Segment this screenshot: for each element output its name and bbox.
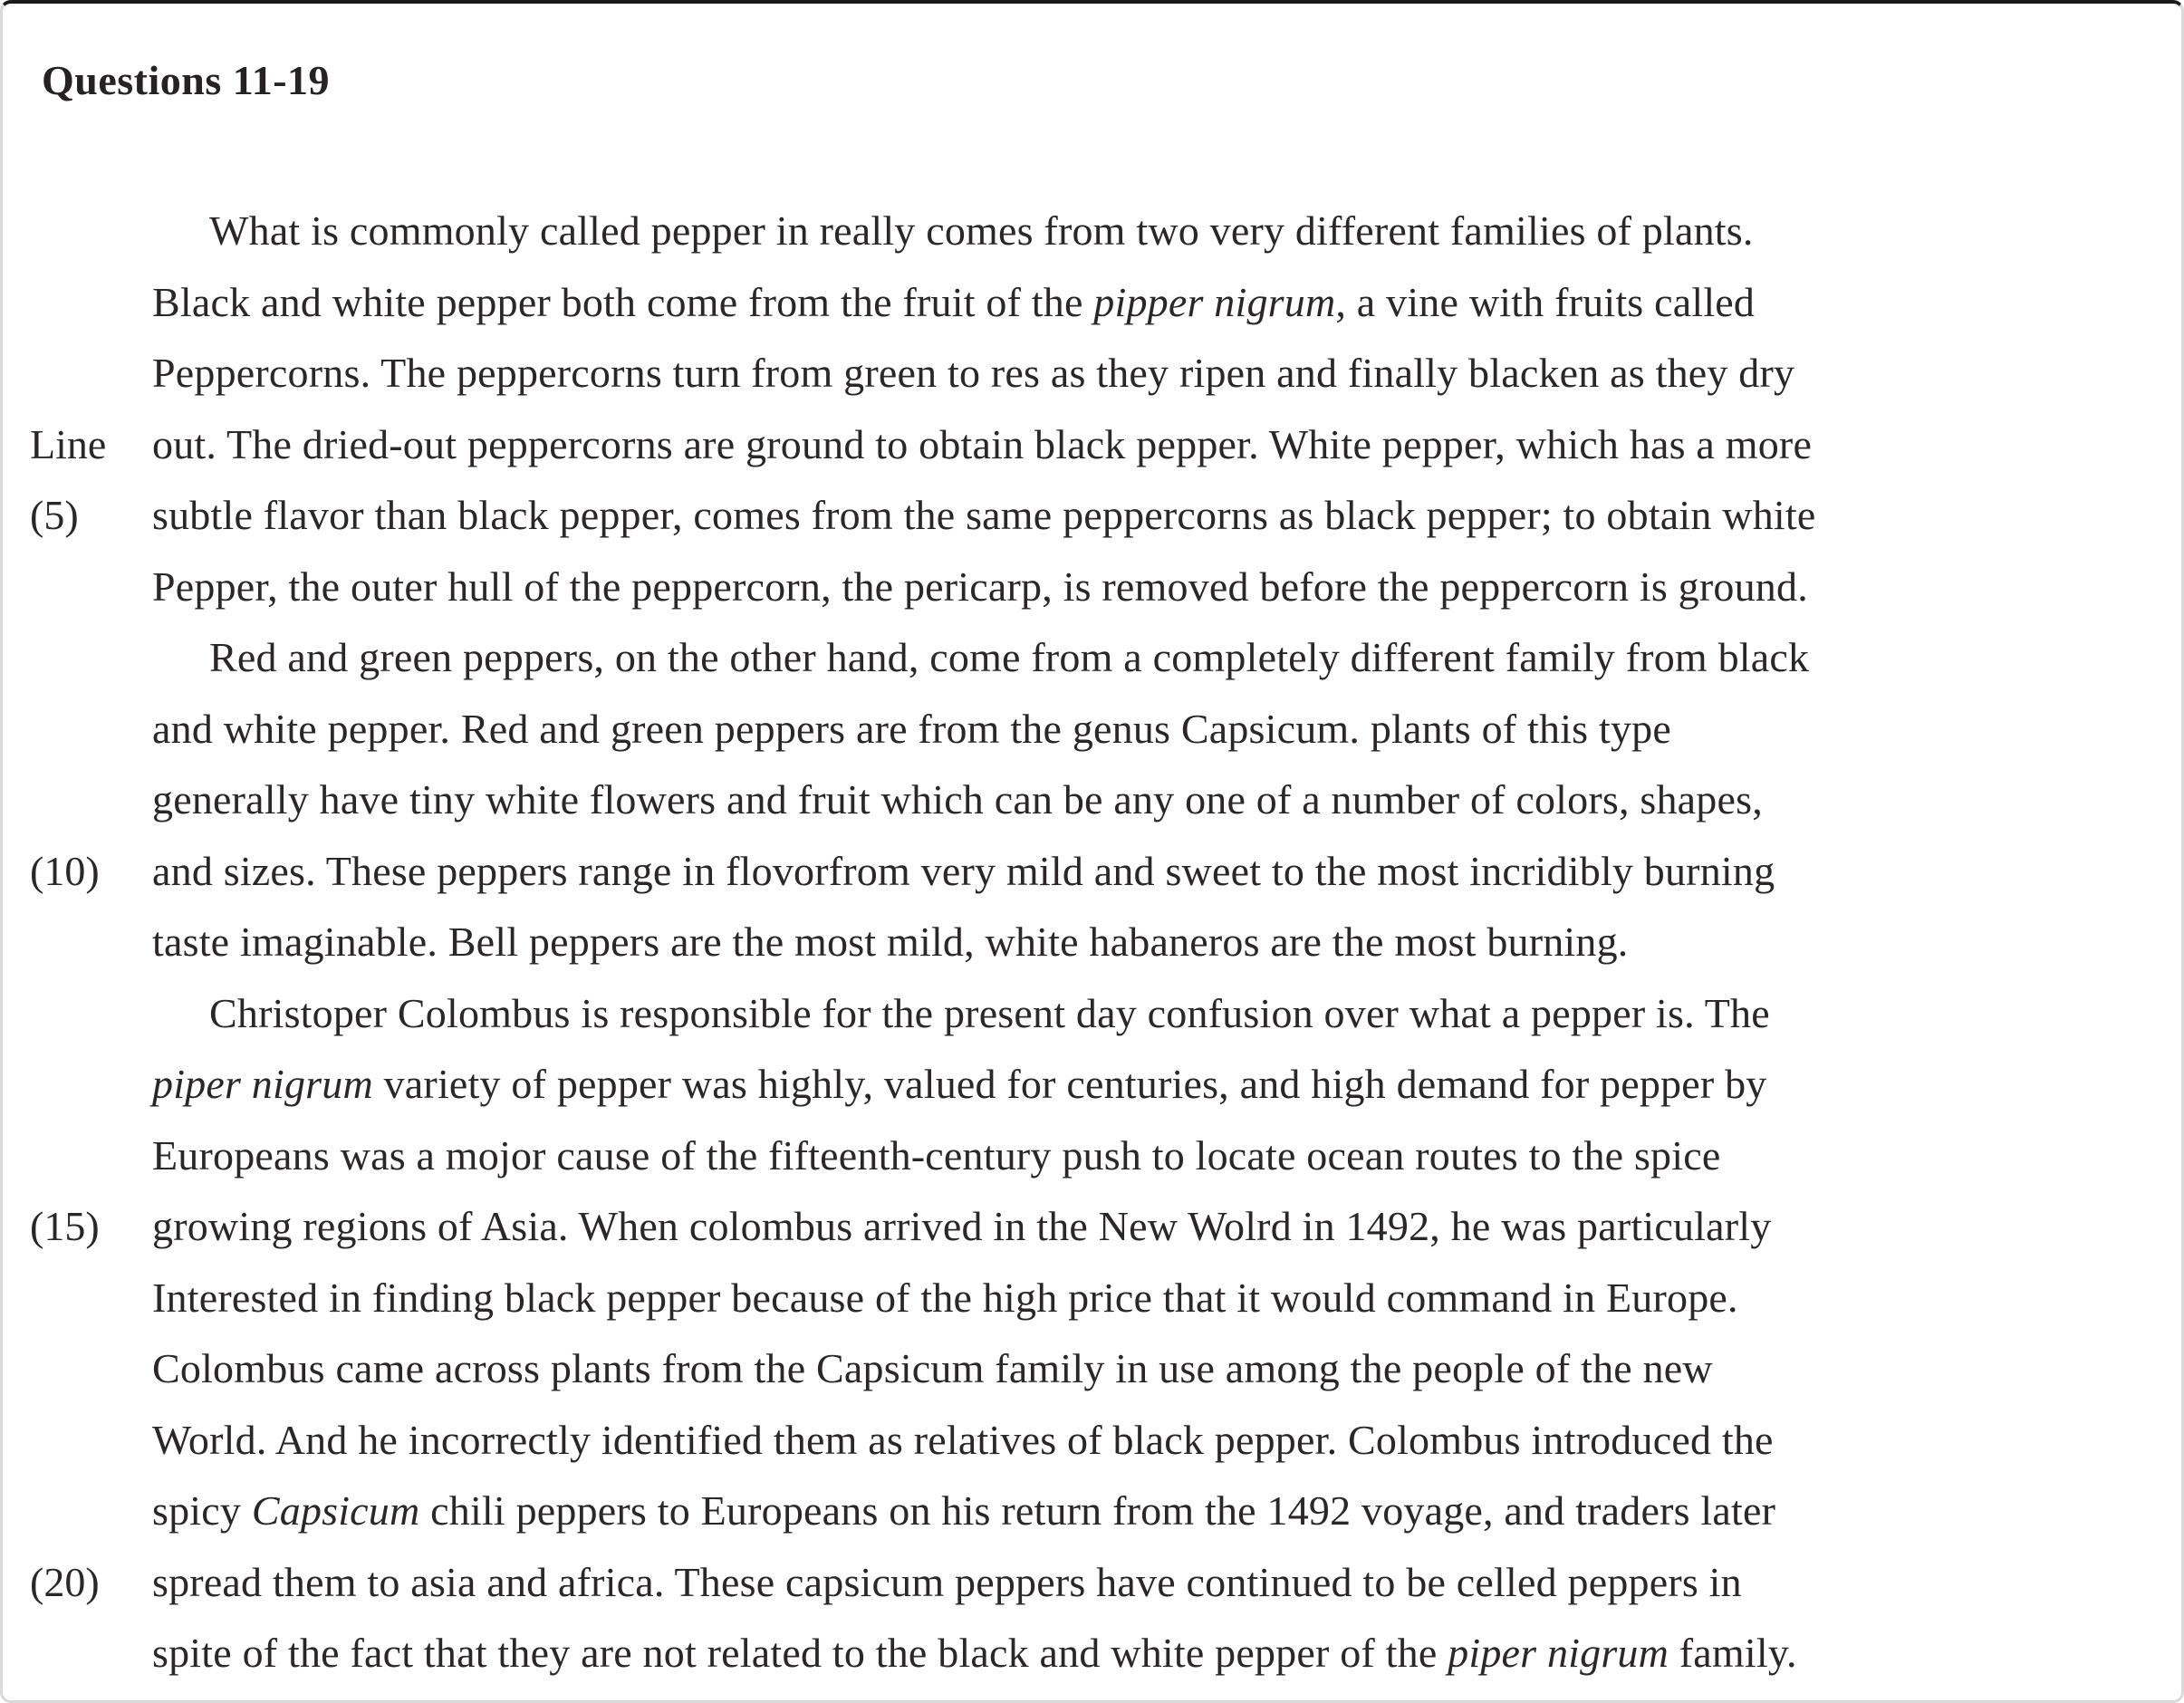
- text-segment: World. And he incorrectly identified them as relatives of black pepper. Colombus introduced the: [152, 1416, 1774, 1463]
- passage-line: [3, 338, 2172, 409]
- passage-line: [3, 409, 2172, 481]
- line-number-marker: (15): [30, 1203, 100, 1249]
- passage-line-text: [152, 267, 1755, 339]
- passage-line: [3, 1191, 2172, 1263]
- line-number-marker: (20): [30, 1558, 100, 1605]
- text-segment: variety of pepper was highly, valued for centuries, and high demand for pepper by: [372, 1061, 1767, 1107]
- text-segment: Interested in finding black pepper because of the high price that it would command in Europe.: [152, 1274, 1738, 1321]
- passage-line: [3, 1333, 2172, 1405]
- italic-term: pipper nigrum: [1093, 278, 1336, 325]
- passage-line: [3, 1121, 2172, 1192]
- text-segment: Red and green peppers, on the other hand, come from a completely different family from black: [209, 634, 1810, 680]
- line-number-marker: (5): [30, 492, 79, 538]
- passage-line-text: [152, 196, 1754, 267]
- italic-term: piper nigrum: [152, 1061, 373, 1107]
- passage: [3, 196, 2172, 1689]
- passage-line-text: [152, 1049, 1766, 1121]
- passage-line: [3, 836, 2172, 908]
- passage-line: [3, 978, 2172, 1050]
- text-segment: taste imaginable. Bell peppers are the most mild, white habaneros are the most burning.: [152, 919, 1629, 965]
- text-segment: spite of the fact that they are not related to the black and white pepper of the: [152, 1630, 1448, 1676]
- text-segment: Europeans was a mojor cause of the fifteenth-century push to locate ocean routes to the spice: [152, 1131, 1721, 1179]
- passage-line-text: [152, 1476, 1775, 1547]
- passage-line-text: [152, 552, 1808, 623]
- passage-line-text: [152, 1191, 1771, 1263]
- passage-line-text: [152, 480, 1816, 552]
- passage-line-text: [152, 978, 1770, 1050]
- text-segment: , a vine with fruits called: [1335, 278, 1756, 325]
- text-segment: chili peppers to Europeans on his return from the 1492 voyage, and traders later: [419, 1487, 1776, 1534]
- passage-line: [3, 480, 2172, 552]
- passage-line: [3, 1049, 2172, 1121]
- text-segment: and sizes. These peppers range in flovorfrom very mild and sweet to the most incridibly burning: [152, 847, 1775, 894]
- text-segment: generally have tiny white flowers and fruit which can be any one of a number of colors, shapes,: [152, 776, 1763, 823]
- passage-line-text: [152, 765, 1763, 836]
- passage-line-text: [152, 1333, 1713, 1405]
- passage-line-text: [152, 1547, 1742, 1619]
- passage-line: [3, 1405, 2172, 1477]
- passage-line-text: [152, 338, 1794, 409]
- text-segment: Peppercorns. The peppercorns turn from green to res as they ripen and finally blacken as they dry: [152, 350, 1795, 396]
- passage-line-text: [152, 907, 1629, 978]
- text-segment: and white pepper. Red and green peppers are from the genus Capsicum. plants of this type: [152, 705, 1671, 752]
- text-segment: spread them to asia and africa. These capsicum peppers have continued to be celled peppers in: [152, 1558, 1742, 1605]
- passage-line-text: [152, 1405, 1774, 1477]
- passage-line-text: [152, 409, 1812, 481]
- passage-line: [3, 1618, 2172, 1689]
- line-number-marker: Line: [30, 420, 107, 467]
- passage-line-text: [152, 622, 1809, 694]
- text-segment: Pepper, the outer hull of the peppercorn, the pericarp, is removed before the peppercorn is ground.: [152, 563, 1808, 610]
- text-segment: growing regions of Asia. When colombus arrived in the New Wolrd in 1492, he was particularly: [152, 1203, 1772, 1249]
- passage-line-text: [152, 836, 1775, 908]
- text-segment: Christoper Colombus is responsible for the present day confusion over what a pepper is. The: [209, 989, 1770, 1036]
- passage-line: [3, 1476, 2172, 1547]
- italic-term: piper nigrum: [1448, 1630, 1669, 1676]
- text-segment: What is commonly called pepper in really comes from two very different families of plants.: [209, 207, 1754, 254]
- passage-line: [3, 765, 2172, 836]
- passage-line: [3, 1263, 2172, 1334]
- text-segment: out. The dried-out peppercorns are ground to obtain black pepper. White pepper, which has a more: [152, 420, 1813, 467]
- passage-line: [3, 196, 2172, 267]
- passage-line: [3, 694, 2172, 765]
- passage-line: [3, 267, 2172, 339]
- passage-line: [3, 907, 2172, 978]
- italic-term: Capsicum: [251, 1487, 420, 1534]
- passage-line-text: [152, 1121, 1720, 1192]
- passage-line-text: [152, 1263, 1738, 1334]
- text-segment: subtle flavor than black pepper, comes from the same peppercorns as black pepper; to obtain white: [152, 492, 1816, 538]
- text-segment: family.: [1669, 1630, 1797, 1676]
- text-segment: Colombus came across plants from the Capsicum family in use among the people of the new: [152, 1345, 1713, 1391]
- line-number-marker: (10): [30, 847, 100, 894]
- passage-line-text: [152, 694, 1671, 765]
- page-title: Questions 11-19: [42, 57, 331, 103]
- text-segment: spicy: [152, 1487, 252, 1534]
- passage-line: [3, 622, 2172, 694]
- passage-line-text: [152, 1618, 1797, 1689]
- passage-line: [3, 552, 2172, 623]
- passage-line: [3, 1547, 2172, 1619]
- text-segment: Black and white pepper both come from the fruit of the: [152, 278, 1094, 325]
